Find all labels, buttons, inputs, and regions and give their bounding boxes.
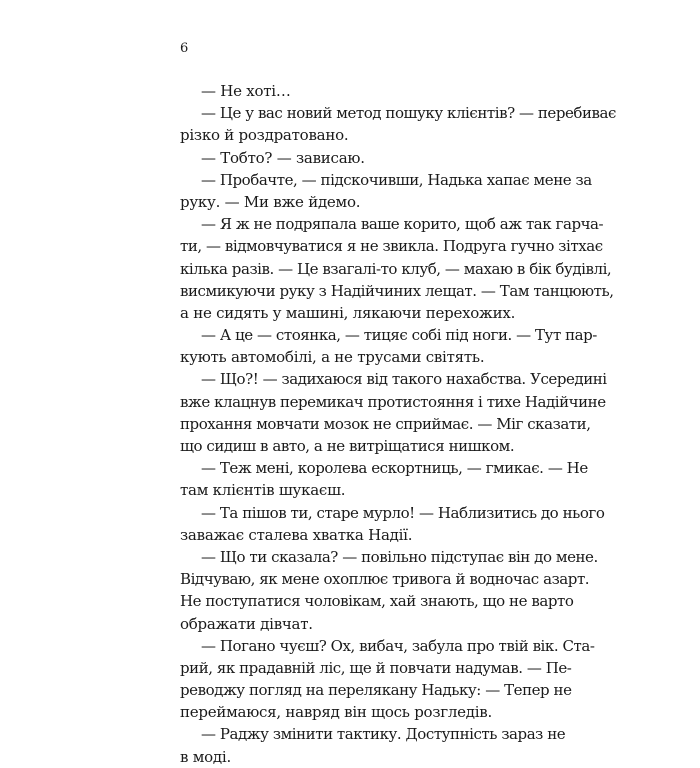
text-line: висмикуючи руку з Надійчиних лещат. — Там танцюють,	[180, 281, 614, 300]
text-line: — Теж мені, королева ескортниць, — гмикає. — Не	[201, 459, 588, 478]
text-line: там клієнтів шукаєш.	[180, 481, 346, 500]
text-line: що сидиш в авто, а не витріщатися нишком.	[180, 437, 515, 455]
text-line: Не поступатися чоловікам, хай знають, що не варто	[180, 592, 574, 611]
text-line: вже клацнув перемикач протистояння і тихе Надійчине	[180, 392, 606, 411]
page-number: 6	[180, 41, 189, 56]
text-line: — Раджу змінити тактику. Доступність зараз не	[201, 725, 566, 744]
text-line: — Та пішов ти, старе мурло! — Наблизитись до нього	[201, 503, 605, 522]
text-line: в моді.	[180, 747, 231, 766]
text-line: — Тобто? — зависаю.	[201, 148, 365, 167]
text-line: заважає сталева хватка Надії.	[180, 525, 413, 544]
text-line: кілька разів. — Це взагалі-то клуб, — махаю в бік будівлі,	[180, 259, 612, 278]
text-line: — Погано чуєш? Ох, вибач, забула про твій вік. Ста-	[201, 636, 595, 655]
body-text	[180, 80, 616, 768]
text-line: прохання мовчати мозок не сприймає. — Міг сказати,	[180, 414, 591, 433]
text-line: різко й роздратовано.	[180, 126, 349, 145]
text-line: — Не хоті…	[201, 82, 291, 100]
text-line: — Я ж не подряпала ваше корито, щоб аж так гарча-	[201, 215, 604, 234]
text-line: — А це — стоянка, — тицяє собі під ноги. — Тут пар-	[201, 326, 597, 345]
text-line: Відчуваю, як мене охоплює тривога й водночас азарт.	[180, 570, 590, 589]
text-line: а не сидять у машині, лякаючи перехожих.	[180, 303, 516, 322]
text-line: ти, — відмовчуватися я не звикла. Подруга гучно зітхає	[180, 237, 603, 256]
text-line: реводжу погляд на перелякану Надьку: — Тепер не	[180, 681, 572, 700]
text-line: рий, як прадавній ліс, ще й повчати надумав. — Пе-	[180, 658, 572, 677]
text-line: переймаюся, навряд він щось розгледів.	[180, 703, 493, 722]
text-line: ображати дівчат.	[180, 614, 313, 633]
text-line: — Пробачте, — підскочивши, Надька хапає мене за	[201, 170, 592, 189]
text-line: — Що ти сказала? — повільно підступає він до мене.	[201, 547, 598, 566]
text-line: руку. — Ми вже йдемо.	[180, 192, 361, 211]
text-line: — Що?! — задихаюся від такого нахабства. Усередині	[201, 370, 607, 389]
text-line: кують автомобілі, а не трусами світять.	[180, 348, 485, 367]
text-line: — Це у вас новий метод пошуку клієнтів? — перебиває	[201, 104, 616, 123]
